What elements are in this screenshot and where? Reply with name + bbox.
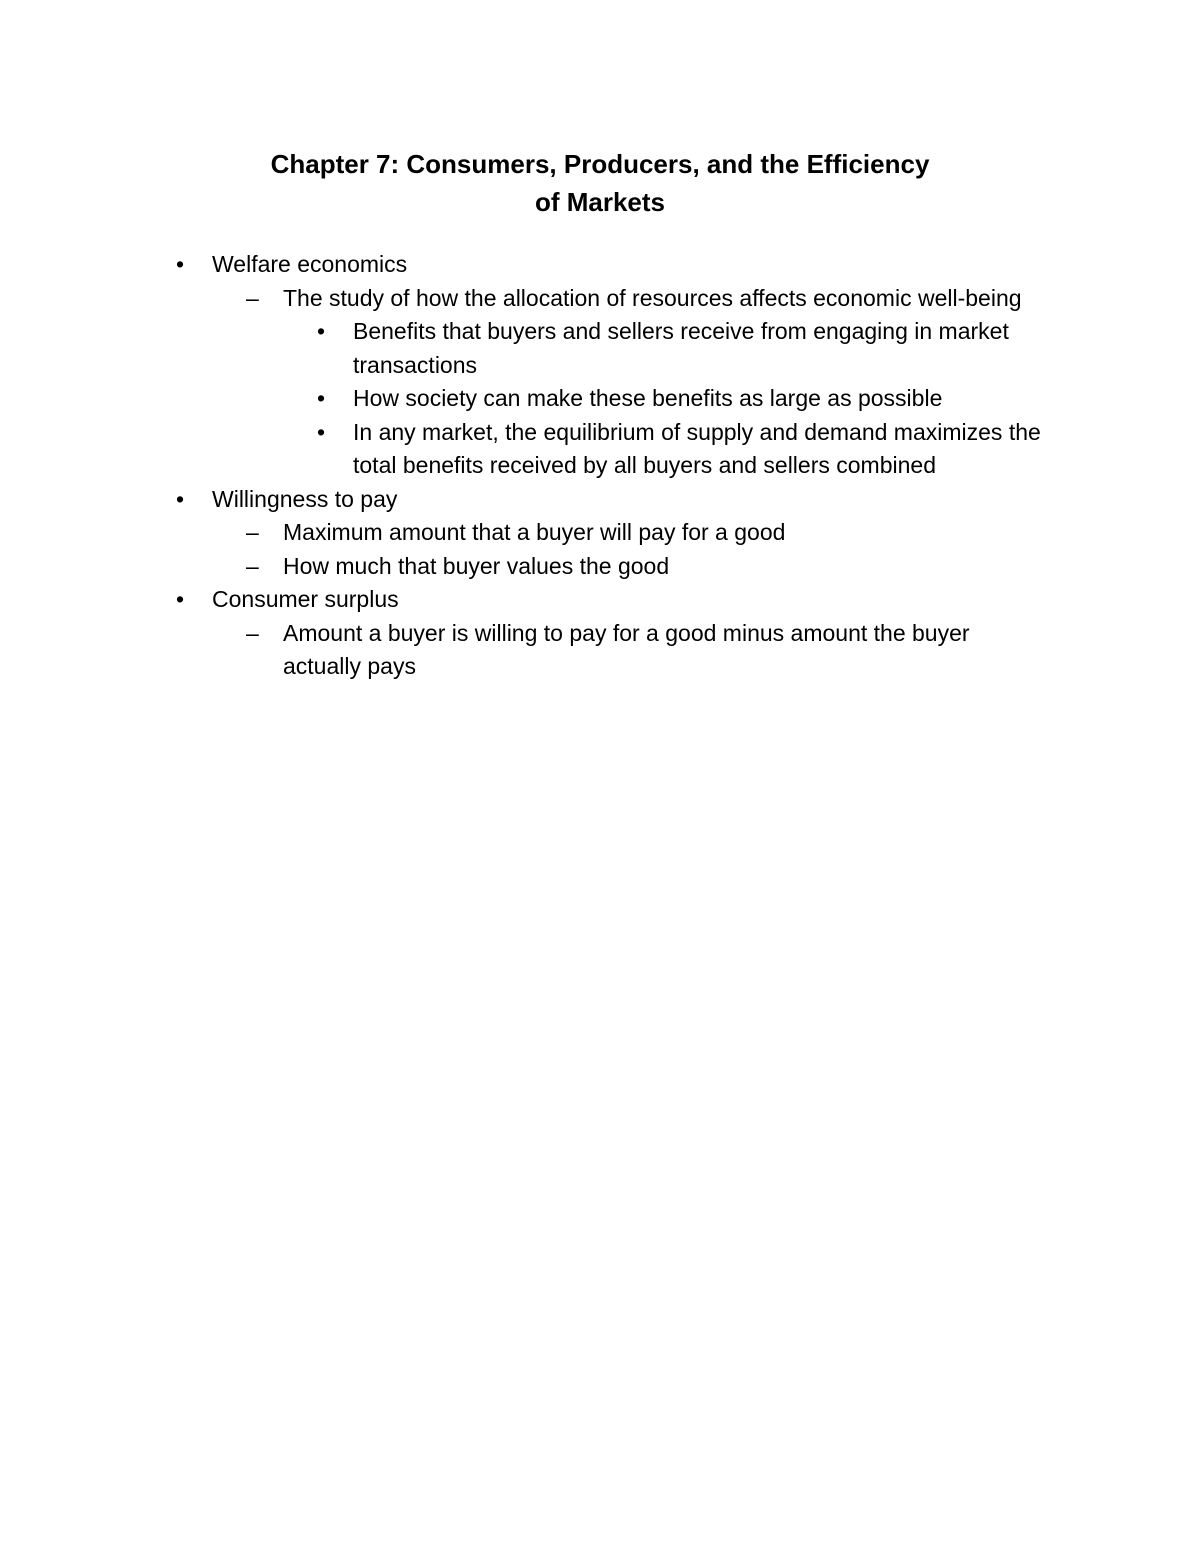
bullet-outline — [0, 248, 1200, 684]
bullet-marker: • — [176, 586, 185, 612]
outline-subsubitem-text: How society can make these benefits as large as possible — [353, 385, 943, 411]
dash-marker: – — [246, 552, 259, 579]
outline-subitem-text: Amount a buyer is willing to pay for a good minus amount the buyer actually pays — [283, 619, 970, 679]
outline-subitem-text: Maximum amount that a buyer will pay for a good — [283, 519, 786, 545]
page-title — [150, 145, 1050, 221]
outline-subitem — [0, 282, 1053, 316]
page-title-line-2: of Markets — [534, 187, 666, 217]
outline-item-text: Consumer surplus — [212, 586, 399, 612]
bullet-marker: • — [176, 251, 185, 277]
outline-item-text: Welfare economics — [212, 251, 408, 277]
outline-item-willingness-to-pay — [0, 483, 1052, 517]
outline-subsubitem — [0, 416, 1053, 483]
outline-subitem — [0, 617, 1053, 684]
outline-item-welfare-economics — [0, 248, 1052, 282]
dash-marker: – — [246, 284, 259, 311]
outline-subsubitem-text: In any market, the equilibrium of supply and demand maximizes the total benefits received by all buyers and sellers combined — [353, 418, 1041, 478]
outline-item-consumer-surplus — [0, 583, 1052, 617]
outline-subitem — [0, 516, 1053, 550]
page-title-line-1: Chapter 7: Consumers, Producers, and the Efficiency — [270, 149, 930, 179]
dash-marker: – — [246, 619, 259, 646]
outline-subitem — [0, 550, 1053, 584]
outline-subsubitem — [0, 382, 1053, 416]
bullet-marker: • — [317, 418, 326, 445]
bullet-marker: • — [317, 385, 326, 411]
outline-subsubitem-text: Benefits that buyers and sellers receive from engaging in market transactions — [353, 318, 1009, 378]
dash-marker: – — [246, 519, 259, 545]
outline-subsubitem — [0, 315, 1053, 382]
bullet-marker: • — [176, 485, 185, 512]
outline-subitem-text: The study of how the allocation of resources affects economic well-being — [283, 284, 1022, 311]
bullet-marker: • — [317, 318, 326, 344]
outline-item-text: Willingness to pay — [212, 485, 398, 512]
outline-subitem-text: How much that buyer values the good — [283, 552, 670, 579]
